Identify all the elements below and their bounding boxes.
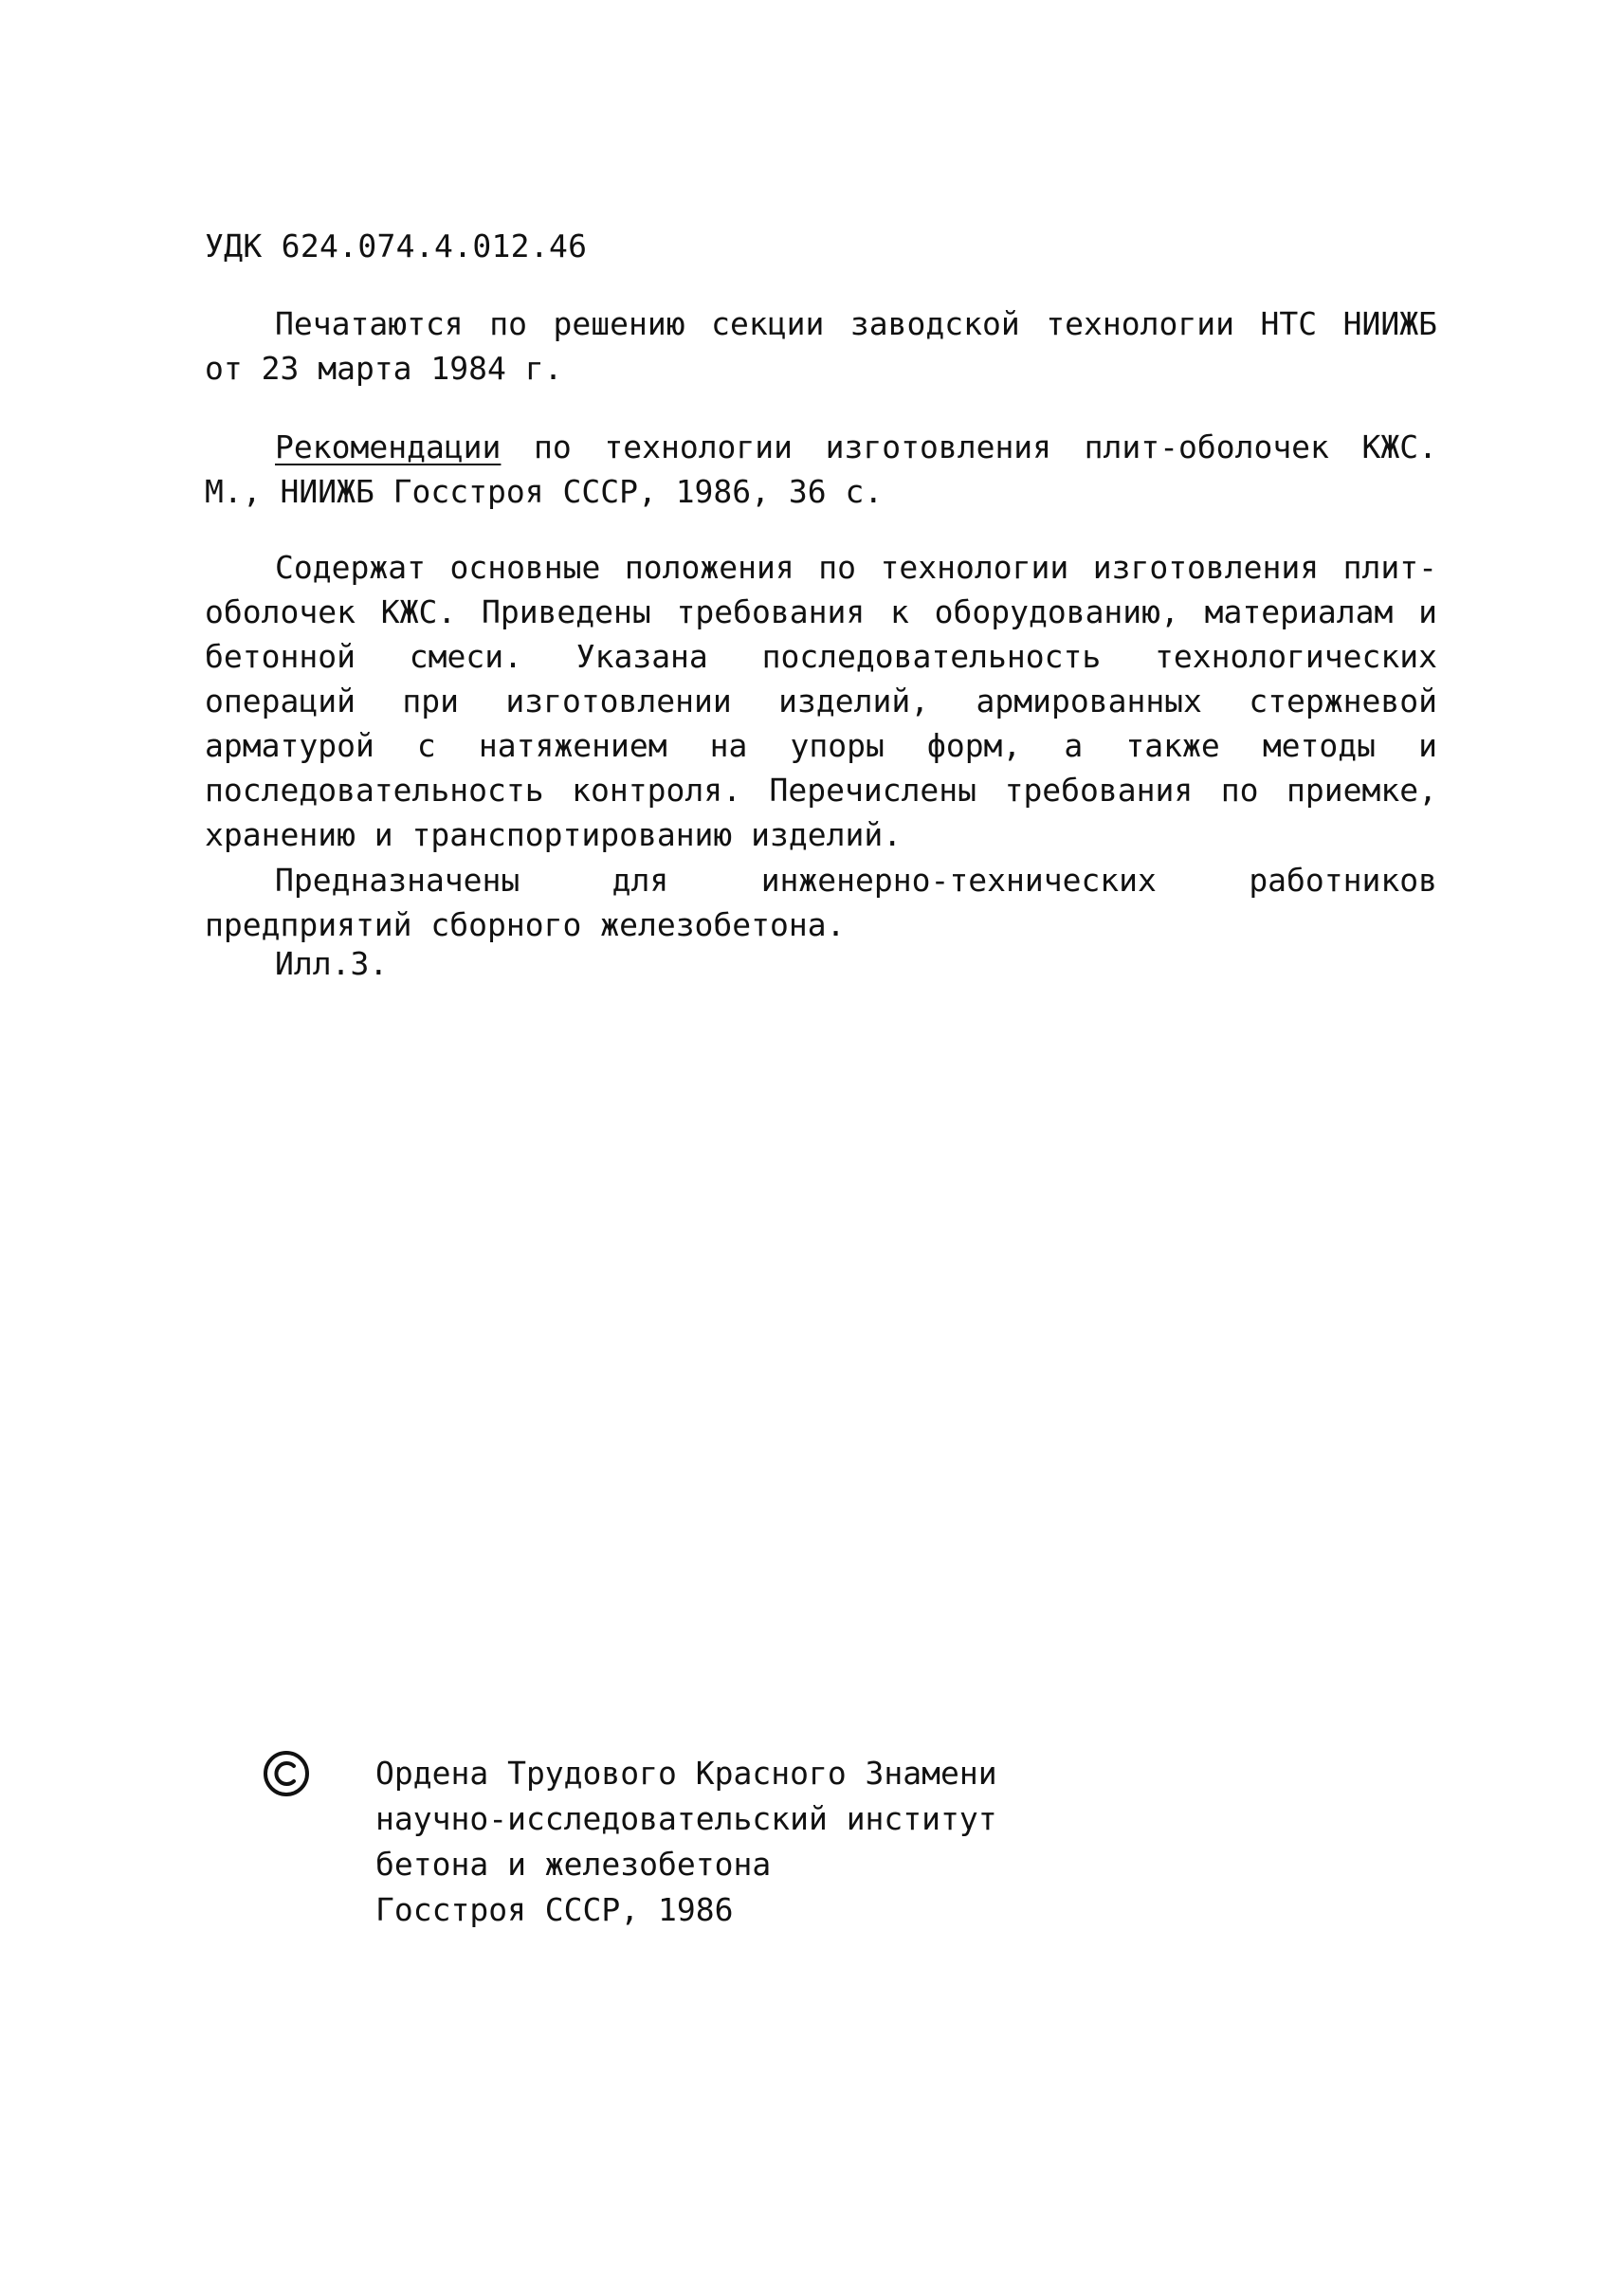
copyright-icon [262, 1749, 311, 1798]
abstract-text: Содержат основные положения по технологии изготовления плит-оболочек КЖС. Приведены требования к оборудованию, материалам и бетонной смеси. Указана последовательность технологических операций при изготовлении изделий, армированных стержневой арматурой с натяжением на упоры форм, а также методы и последовательность контроля. Перечислены требования по приемке, хранению и транспортированию изделий. [205, 549, 1437, 853]
print-decision-text: Печатаются по решению секции заводской технологии НТС НИИЖБ от 23 марта 1984 г. [205, 305, 1437, 387]
illustrations-count: Илл.3. [275, 945, 389, 982]
print-decision-paragraph [205, 301, 1437, 391]
bibliographic-text [205, 425, 1437, 514]
bibliographic-paragraph [205, 425, 1437, 514]
bibliographic-title-word: Рекомендации [275, 428, 502, 465]
udk-code: УДК 624.074.4.012.46 [205, 228, 588, 264]
audience-paragraph [205, 858, 1437, 947]
copyright-lines [375, 1751, 997, 1933]
abstract-paragraph [205, 545, 1437, 857]
audience-text: Предназначены для инженерно-технических работников предприятий сборного железобетона. [205, 862, 1437, 943]
copyright-block [262, 1749, 1115, 1967]
copyright-line-1: Ордена Трудового Красного Знамени [375, 1755, 997, 1792]
copyright-line-2: научно-исследовательский институт [375, 1800, 997, 1837]
bibliographic-rest: по технологии изготовления плит-оболочек КЖС. М., НИИЖБ Госстроя СССР, 1986, 36 с. [205, 428, 1437, 510]
copyright-line-3: бетона и железобетона [375, 1846, 772, 1883]
copyright-line-4: Госстроя СССР, 1986 [375, 1891, 734, 1928]
